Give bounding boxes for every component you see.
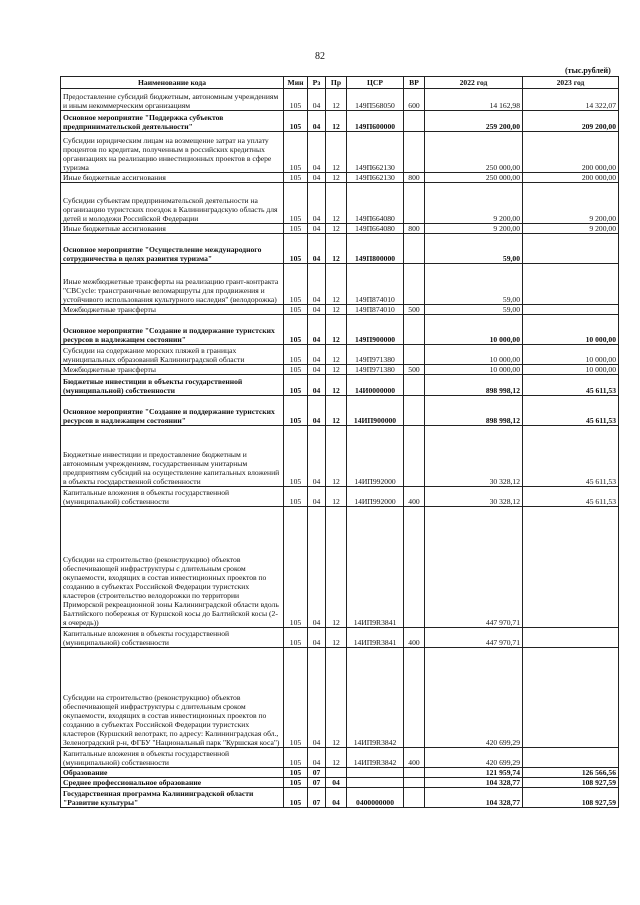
row-pr: 12 — [326, 365, 347, 375]
row-min: 105 — [284, 315, 308, 345]
row-min: 105 — [284, 183, 308, 224]
row-pr: 12 — [326, 375, 347, 396]
row-pr: 12 — [326, 648, 347, 748]
table-row — [61, 173, 619, 183]
row-pr: 12 — [326, 305, 347, 315]
row-pr: 12 — [326, 396, 347, 426]
table-row — [61, 111, 619, 132]
row-name: Основное мероприятие "Создание и поддержание туристских ресурсов в надлежащем состоянии" — [61, 315, 284, 345]
row-vr: 400 — [404, 628, 425, 648]
row-2022: 250 000,00 — [425, 173, 523, 183]
row-rz: 04 — [308, 426, 326, 487]
row-rz: 04 — [308, 315, 326, 345]
row-2023 — [523, 648, 619, 748]
table-row — [61, 778, 619, 788]
row-min: 105 — [284, 788, 308, 808]
table-row — [61, 748, 619, 768]
row-rz: 04 — [308, 305, 326, 315]
row-min: 105 — [284, 375, 308, 396]
row-2023: 10 000,00 — [523, 365, 619, 375]
row-2022: 250 000,00 — [425, 132, 523, 173]
row-csr: 14ИП9R3841 — [347, 628, 404, 648]
row-2022: 9 200,00 — [425, 224, 523, 234]
row-csr: 149П900000 — [347, 315, 404, 345]
row-rz: 04 — [308, 183, 326, 224]
row-pr — [326, 768, 347, 778]
row-vr — [404, 315, 425, 345]
table-row — [61, 396, 619, 426]
row-2023: 45 611,53 — [523, 487, 619, 507]
row-2022: 59,00 — [425, 234, 523, 264]
row-csr: 149П664080 — [347, 183, 404, 224]
row-2023: 14 322,07 — [523, 89, 619, 111]
row-csr: 149П874010 — [347, 305, 404, 315]
table-body — [61, 89, 619, 808]
row-2022: 121 959,74 — [425, 768, 523, 778]
row-name: Межбюджетные трансферты — [61, 305, 284, 315]
row-min: 105 — [284, 224, 308, 234]
row-2023: 9 200,00 — [523, 183, 619, 224]
row-name: Государственная программа Калининградской области "Развитие культуры" — [61, 788, 284, 808]
row-2023 — [523, 628, 619, 648]
row-2023: 9 200,00 — [523, 224, 619, 234]
row-csr: 14ИП9R3842 — [347, 648, 404, 748]
row-2022: 30 328,12 — [425, 426, 523, 487]
units-label: (тыс.рублей) — [565, 66, 611, 75]
row-pr: 12 — [326, 132, 347, 173]
row-csr: 14ИП900000 — [347, 396, 404, 426]
row-pr: 12 — [326, 487, 347, 507]
row-rz: 04 — [308, 224, 326, 234]
row-2023: 200 000,00 — [523, 173, 619, 183]
row-pr: 12 — [326, 315, 347, 345]
row-rz: 04 — [308, 111, 326, 132]
row-csr: 14ИП992000 — [347, 487, 404, 507]
header-2022: 2022 год — [425, 77, 523, 89]
row-2022: 9 200,00 — [425, 183, 523, 224]
row-csr: 149П662130 — [347, 173, 404, 183]
row-vr — [404, 345, 425, 365]
row-name: Основное мероприятие "Осуществление международного сотрудничества в целях развития туризма" — [61, 234, 284, 264]
row-name: Иные бюджетные ассигнования — [61, 224, 284, 234]
row-pr: 12 — [326, 426, 347, 487]
row-csr: 14ИП992000 — [347, 426, 404, 487]
row-min: 105 — [284, 305, 308, 315]
row-vr — [404, 264, 425, 305]
row-name: Капитальные вложения в объекты государственной (муниципальной) собственности — [61, 487, 284, 507]
row-rz: 04 — [308, 173, 326, 183]
table-row — [61, 89, 619, 111]
row-min: 105 — [284, 768, 308, 778]
row-2022: 420 699,29 — [425, 648, 523, 748]
row-min: 105 — [284, 365, 308, 375]
row-name: Основное мероприятие "Создание и поддержание туристских ресурсов в надлежащем состоянии" — [61, 396, 284, 426]
row-rz: 04 — [308, 507, 326, 628]
row-min: 105 — [284, 234, 308, 264]
row-pr: 04 — [326, 788, 347, 808]
row-vr — [404, 111, 425, 132]
row-csr: 149П874010 — [347, 264, 404, 305]
row-2023 — [523, 507, 619, 628]
row-min: 105 — [284, 426, 308, 487]
row-vr — [404, 375, 425, 396]
row-name: Субсидии юридическим лицам на возмещение затрат на уплату процентов по кредитам, полученным в российских кредитных организациях на реализацию инвестиционных проектов в сфере туризма — [61, 132, 284, 173]
table-row — [61, 132, 619, 173]
header-name: Наименование кода — [61, 77, 284, 89]
row-min: 105 — [284, 132, 308, 173]
row-2022: 898 998,12 — [425, 375, 523, 396]
row-csr: 149П971380 — [347, 365, 404, 375]
row-csr: 149П664080 — [347, 224, 404, 234]
row-2022: 10 000,00 — [425, 365, 523, 375]
row-min: 105 — [284, 264, 308, 305]
row-rz: 04 — [308, 396, 326, 426]
row-min: 105 — [284, 628, 308, 648]
row-vr — [404, 648, 425, 748]
table-row — [61, 648, 619, 748]
row-2022: 59,00 — [425, 305, 523, 315]
row-vr — [404, 788, 425, 808]
row-csr: 14ИП9R3842 — [347, 748, 404, 768]
table-row — [61, 264, 619, 305]
table-row — [61, 426, 619, 487]
row-min: 105 — [284, 487, 308, 507]
row-csr: 14И0000000 — [347, 375, 404, 396]
row-pr: 12 — [326, 111, 347, 132]
row-vr: 400 — [404, 748, 425, 768]
row-csr: 0400000000 — [347, 788, 404, 808]
row-name: Иные бюджетные ассигнования — [61, 173, 284, 183]
row-rz: 04 — [308, 345, 326, 365]
row-name: Субсидии на содержание морских пляжей в границах муниципальных образований Калининградской области — [61, 345, 284, 365]
table-row — [61, 788, 619, 808]
row-vr — [404, 183, 425, 224]
row-name: Иные межбюджетные трансферты на реализацию грант-контракта "CBCycle: трансграничные веломаршруты для продвижения и устойчивого использования культурного наследия" (велодорожка) — [61, 264, 284, 305]
table-row — [61, 315, 619, 345]
row-rz: 04 — [308, 648, 326, 748]
header-min: Мин — [284, 77, 308, 89]
row-vr: 600 — [404, 89, 425, 111]
row-rz: 04 — [308, 748, 326, 768]
row-vr — [404, 396, 425, 426]
row-min: 105 — [284, 111, 308, 132]
row-2023: 200 000,00 — [523, 132, 619, 173]
row-2022: 30 328,12 — [425, 487, 523, 507]
row-pr: 04 — [326, 778, 347, 788]
table-row — [61, 234, 619, 264]
row-pr: 12 — [326, 173, 347, 183]
row-2022: 104 328,77 — [425, 788, 523, 808]
row-2023: 209 200,00 — [523, 111, 619, 132]
row-vr: 400 — [404, 487, 425, 507]
row-pr: 12 — [326, 183, 347, 224]
table-header-row — [61, 77, 619, 89]
row-min: 105 — [284, 345, 308, 365]
row-min: 105 — [284, 396, 308, 426]
row-2022: 10 000,00 — [425, 315, 523, 345]
table-row — [61, 628, 619, 648]
row-rz: 04 — [308, 628, 326, 648]
row-rz: 04 — [308, 365, 326, 375]
row-pr: 12 — [326, 345, 347, 365]
row-min: 105 — [284, 648, 308, 748]
row-2022: 59,00 — [425, 264, 523, 305]
row-name: Субсидии субъектам предпринимательской деятельности на организацию туристских поездок в Калининградскую область для детей и молодежи Российской Федерации — [61, 183, 284, 224]
row-min: 105 — [284, 748, 308, 768]
row-vr: 800 — [404, 173, 425, 183]
table-row — [61, 183, 619, 224]
row-name: Капитальные вложения в объекты государственной (муниципальной) собственности — [61, 748, 284, 768]
row-pr: 12 — [326, 234, 347, 264]
row-2022: 420 699,29 — [425, 748, 523, 768]
row-csr: 149П600000 — [347, 111, 404, 132]
header-2023: 2023 год — [523, 77, 619, 89]
row-csr — [347, 768, 404, 778]
row-2023: 108 927,59 — [523, 778, 619, 788]
row-2023: 108 927,59 — [523, 788, 619, 808]
row-rz: 04 — [308, 234, 326, 264]
row-vr — [404, 234, 425, 264]
row-vr — [404, 132, 425, 173]
row-2022: 14 162,98 — [425, 89, 523, 111]
row-vr — [404, 768, 425, 778]
row-pr: 12 — [326, 628, 347, 648]
row-pr: 12 — [326, 748, 347, 768]
row-rz: 07 — [308, 768, 326, 778]
table-row — [61, 375, 619, 396]
row-2023: 10 000,00 — [523, 315, 619, 345]
row-name: Среднее профессиональное образование — [61, 778, 284, 788]
row-2023 — [523, 748, 619, 768]
table-row — [61, 365, 619, 375]
row-name: Бюджетные инвестиции и предоставление бюджетным и автономным учреждениям, государственным унитарным предприятиям субсидий на осуществление капитальных вложений в объекты государственной собственности — [61, 426, 284, 487]
row-2023 — [523, 305, 619, 315]
row-name: Межбюджетные трансферты — [61, 365, 284, 375]
row-2023: 45 611,53 — [523, 396, 619, 426]
row-2022: 447 970,71 — [425, 507, 523, 628]
row-csr — [347, 778, 404, 788]
row-rz: 04 — [308, 375, 326, 396]
row-min: 105 — [284, 507, 308, 628]
table-row — [61, 345, 619, 365]
row-min: 105 — [284, 89, 308, 111]
row-name: Субсидии на строительство (реконструкцию) объектов обеспечивающей инфраструктуры с длительным сроком окупаемости, входящих в состав инвестиционных проектов по созданию в субъектах Российской Федерации туристских кластеров (Куршский велотракт, по адресу: Калининградская обл., Зеленоградский р-н, ФГБУ "Национальный парк "Куршская коса") — [61, 648, 284, 748]
row-min: 105 — [284, 778, 308, 788]
header-pr: Пр — [326, 77, 347, 89]
row-2023: 126 566,56 — [523, 768, 619, 778]
row-2022: 104 328,77 — [425, 778, 523, 788]
row-rz: 07 — [308, 778, 326, 788]
row-vr — [404, 426, 425, 487]
table-row — [61, 507, 619, 628]
row-name: Образование — [61, 768, 284, 778]
row-2023: 45 611,53 — [523, 426, 619, 487]
row-2022: 447 970,71 — [425, 628, 523, 648]
page-number: 82 — [315, 51, 325, 62]
row-2022: 259 200,00 — [425, 111, 523, 132]
row-rz: 04 — [308, 487, 326, 507]
row-rz: 04 — [308, 264, 326, 305]
row-name: Субсидии на строительство (реконструкцию) объектов обеспечивающей инфраструктуры с длительным сроком окупаемости, входящих в состав инвестиционных проектов по созданию в субъектах Российской Федерации туристских кластеров (строительство велодорожки по территории Приморской рекреационной зоны Калининградской области вдоль Балтийского побережья от Куршской косы до Балтийской косы (2-я очередь)) — [61, 507, 284, 628]
row-2023: 45 611,53 — [523, 375, 619, 396]
row-2023 — [523, 234, 619, 264]
header-rz: Рз — [308, 77, 326, 89]
budget-table — [60, 76, 619, 808]
row-pr: 12 — [326, 264, 347, 305]
table-row — [61, 768, 619, 778]
row-vr — [404, 507, 425, 628]
row-2022: 10 000,00 — [425, 345, 523, 365]
table-row — [61, 487, 619, 507]
row-vr: 500 — [404, 365, 425, 375]
row-vr: 800 — [404, 224, 425, 234]
row-rz: 04 — [308, 132, 326, 173]
row-2023 — [523, 264, 619, 305]
row-rz: 07 — [308, 788, 326, 808]
row-pr: 12 — [326, 89, 347, 111]
row-2023: 10 000,00 — [523, 345, 619, 365]
header-csr: ЦСР — [347, 77, 404, 89]
row-pr: 12 — [326, 224, 347, 234]
table-row — [61, 305, 619, 315]
row-csr: 149П971380 — [347, 345, 404, 365]
row-min: 105 — [284, 173, 308, 183]
header-vr: ВР — [404, 77, 425, 89]
row-vr — [404, 778, 425, 788]
row-name: Бюджетные инвестиции в объекты государственной (муниципальной) собственности — [61, 375, 284, 396]
row-csr: 14ИП9R3841 — [347, 507, 404, 628]
row-name: Капитальные вложения в объекты государственной (муниципальной) собственности — [61, 628, 284, 648]
row-csr: 149П568050 — [347, 89, 404, 111]
row-vr: 500 — [404, 305, 425, 315]
row-csr: 149П800000 — [347, 234, 404, 264]
table-row — [61, 224, 619, 234]
row-csr: 149П662130 — [347, 132, 404, 173]
row-name: Основное мероприятие "Поддержка субъектов предпринимательской деятельности" — [61, 111, 284, 132]
row-pr: 12 — [326, 507, 347, 628]
row-rz: 04 — [308, 89, 326, 111]
row-name: Предоставление субсидий бюджетным, автономным учреждениям и иным некоммерческим организациям — [61, 89, 284, 111]
row-2022: 898 998,12 — [425, 396, 523, 426]
